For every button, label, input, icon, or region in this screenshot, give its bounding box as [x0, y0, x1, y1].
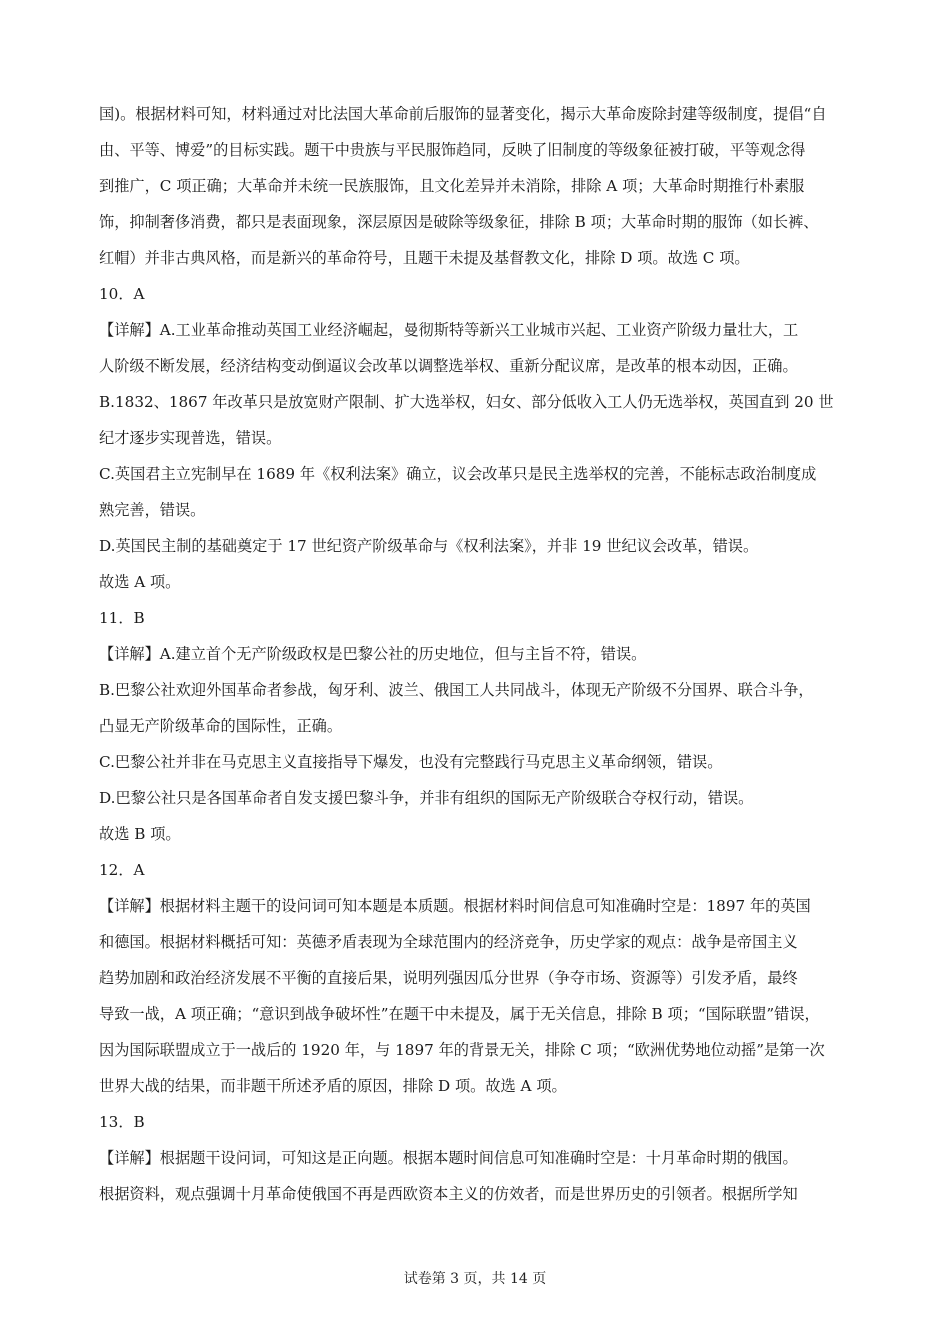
text-line: 红帽）并非古典风格，而是新兴的革命符号，且题干未提及基督教文化，排除 D 项。故选 C 项。 [99, 249, 750, 267]
answer-key: 13．B [99, 1113, 145, 1131]
explanation-paragraph [99, 456, 865, 528]
text-line: 世界大战的结果，而非题干所述矛盾的原因，排除 D 项。故选 A 项。 [99, 1077, 567, 1095]
explanation-paragraph [99, 384, 865, 456]
explanation-paragraph [99, 636, 865, 672]
text-line: 国)。根据材料可知，材料通过对比法国大革命前后服饰的显著变化，揭示大革命废除封建等级制度，提倡“自 [99, 105, 827, 123]
explanation-paragraph [99, 672, 865, 744]
explanation-paragraph [99, 780, 865, 816]
explanation-paragraph [99, 564, 865, 600]
text-line: 【详解】A.工业革命推动英国工业经济崛起，曼彻斯特等新兴工业城市兴起、工业资产阶级力量壮大，工 [99, 321, 799, 339]
text-line: 和德国。根据材料概括可知：英德矛盾表现为全球范围内的经济竞争，历史学家的观点：战争是帝国主义 [99, 933, 798, 951]
text-line: 人阶级不断发展，经济结构变动倒逼议会改革以调整选举权、重新分配议席，是改革的根本动因，正确。 [99, 357, 798, 375]
text-line: 由、平等、博爱”的目标实践。题干中贵族与平民服饰趋同，反映了旧制度的等级象征被打破，平等观念得 [99, 141, 806, 159]
text-line: 【详解】根据材料主题干的设问词可知本题是本质题。根据材料时间信息可知准确时空是：1897 年的英国 [99, 897, 811, 915]
text-line: 导致一战，A 项正确；“意识到战争破坏性”在题干中未提及，属于无关信息，排除 B 项；“国际联盟”错误， [99, 1005, 820, 1023]
text-line: B.1832、1867 年改革只是放宽财产限制、扩大选举权，妇女、部分低收入工人仍无选举权，英国直到 20 世 [99, 393, 834, 411]
text-line: 凸显无产阶级革命的国际性，正确。 [99, 717, 342, 735]
text-line: 根据资料，观点强调十月革命使俄国不再是西欧资本主义的仿效者，而是世界历史的引领者。根据所学知 [99, 1185, 798, 1203]
explanation-paragraph [99, 528, 865, 564]
text-line: 【详解】A.建立首个无产阶级政权是巴黎公社的历史地位，但与主旨不符，错误。 [99, 645, 647, 663]
explanation-paragraph [99, 744, 865, 780]
text-line: 故选 A 项。 [99, 573, 181, 591]
text-line: 因为国际联盟成立于一战后的 1920 年，与 1897 年的背景无关，排除 C 项；“欧洲优势地位动摇”是第一次 [99, 1041, 825, 1059]
text-line: D.巴黎公社只是各国革命者自发支援巴黎斗争，并非有组织的国际无产阶级联合夺权行动，错误。 [99, 789, 754, 807]
text-line: 【详解】根据题干设问词，可知这是正向题。根据本题时间信息可知准确时空是：十月革命时期的俄国。 [99, 1149, 798, 1167]
text-line: C.巴黎公社并非在马克思主义直接指导下爆发，也没有完整践行马克思主义革命纲领，错误。 [99, 753, 723, 771]
answer-key: 12．A [99, 861, 145, 879]
text-line: C.英国君主立宪制早在 1689 年《权利法案》确立，议会改革只是民主选举权的完善，不能标志政治制度成 [99, 465, 817, 483]
explanation-paragraph [99, 1140, 865, 1212]
explanation-paragraph [99, 96, 865, 276]
explanation-paragraph [99, 312, 865, 384]
page-footer: 试卷第 3 页，共 14 页 [403, 1271, 547, 1287]
answer-key: 10．A [99, 285, 145, 303]
answer-key: 11．B [99, 609, 145, 627]
text-line: 故选 B 项。 [99, 825, 181, 843]
text-line: 饰，抑制奢侈消费，都只是表面现象，深层原因是破除等级象征，排除 B 项；大革命时期的服饰（如长裤、 [99, 213, 819, 231]
text-line: D.英国民主制的基础奠定于 17 世纪资产阶级革命与《权利法案》，并非 19 世纪议会改革，错误。 [99, 537, 759, 555]
answer-explanations [99, 96, 865, 1212]
text-line: 到推广，C 项正确；大革命并未统一民族服饰，且文化差异并未消除，排除 A 项；大革命时期推行朴素服 [99, 177, 805, 195]
explanation-paragraph [99, 888, 865, 1104]
text-line: B.巴黎公社欢迎外国革命者参战，匈牙利、波兰、俄国工人共同战斗，体现无产阶级不分国界、联合斗争， [99, 681, 814, 699]
text-line: 纪才逐步实现普选，错误。 [99, 429, 282, 447]
text-line: 趋势加剧和政治经济发展不平衡的直接后果，说明列强因瓜分世界（争夺市场、资源等）引发矛盾，最终 [99, 969, 798, 987]
explanation-paragraph [99, 816, 865, 852]
text-line: 熟完善，错误。 [99, 501, 206, 519]
